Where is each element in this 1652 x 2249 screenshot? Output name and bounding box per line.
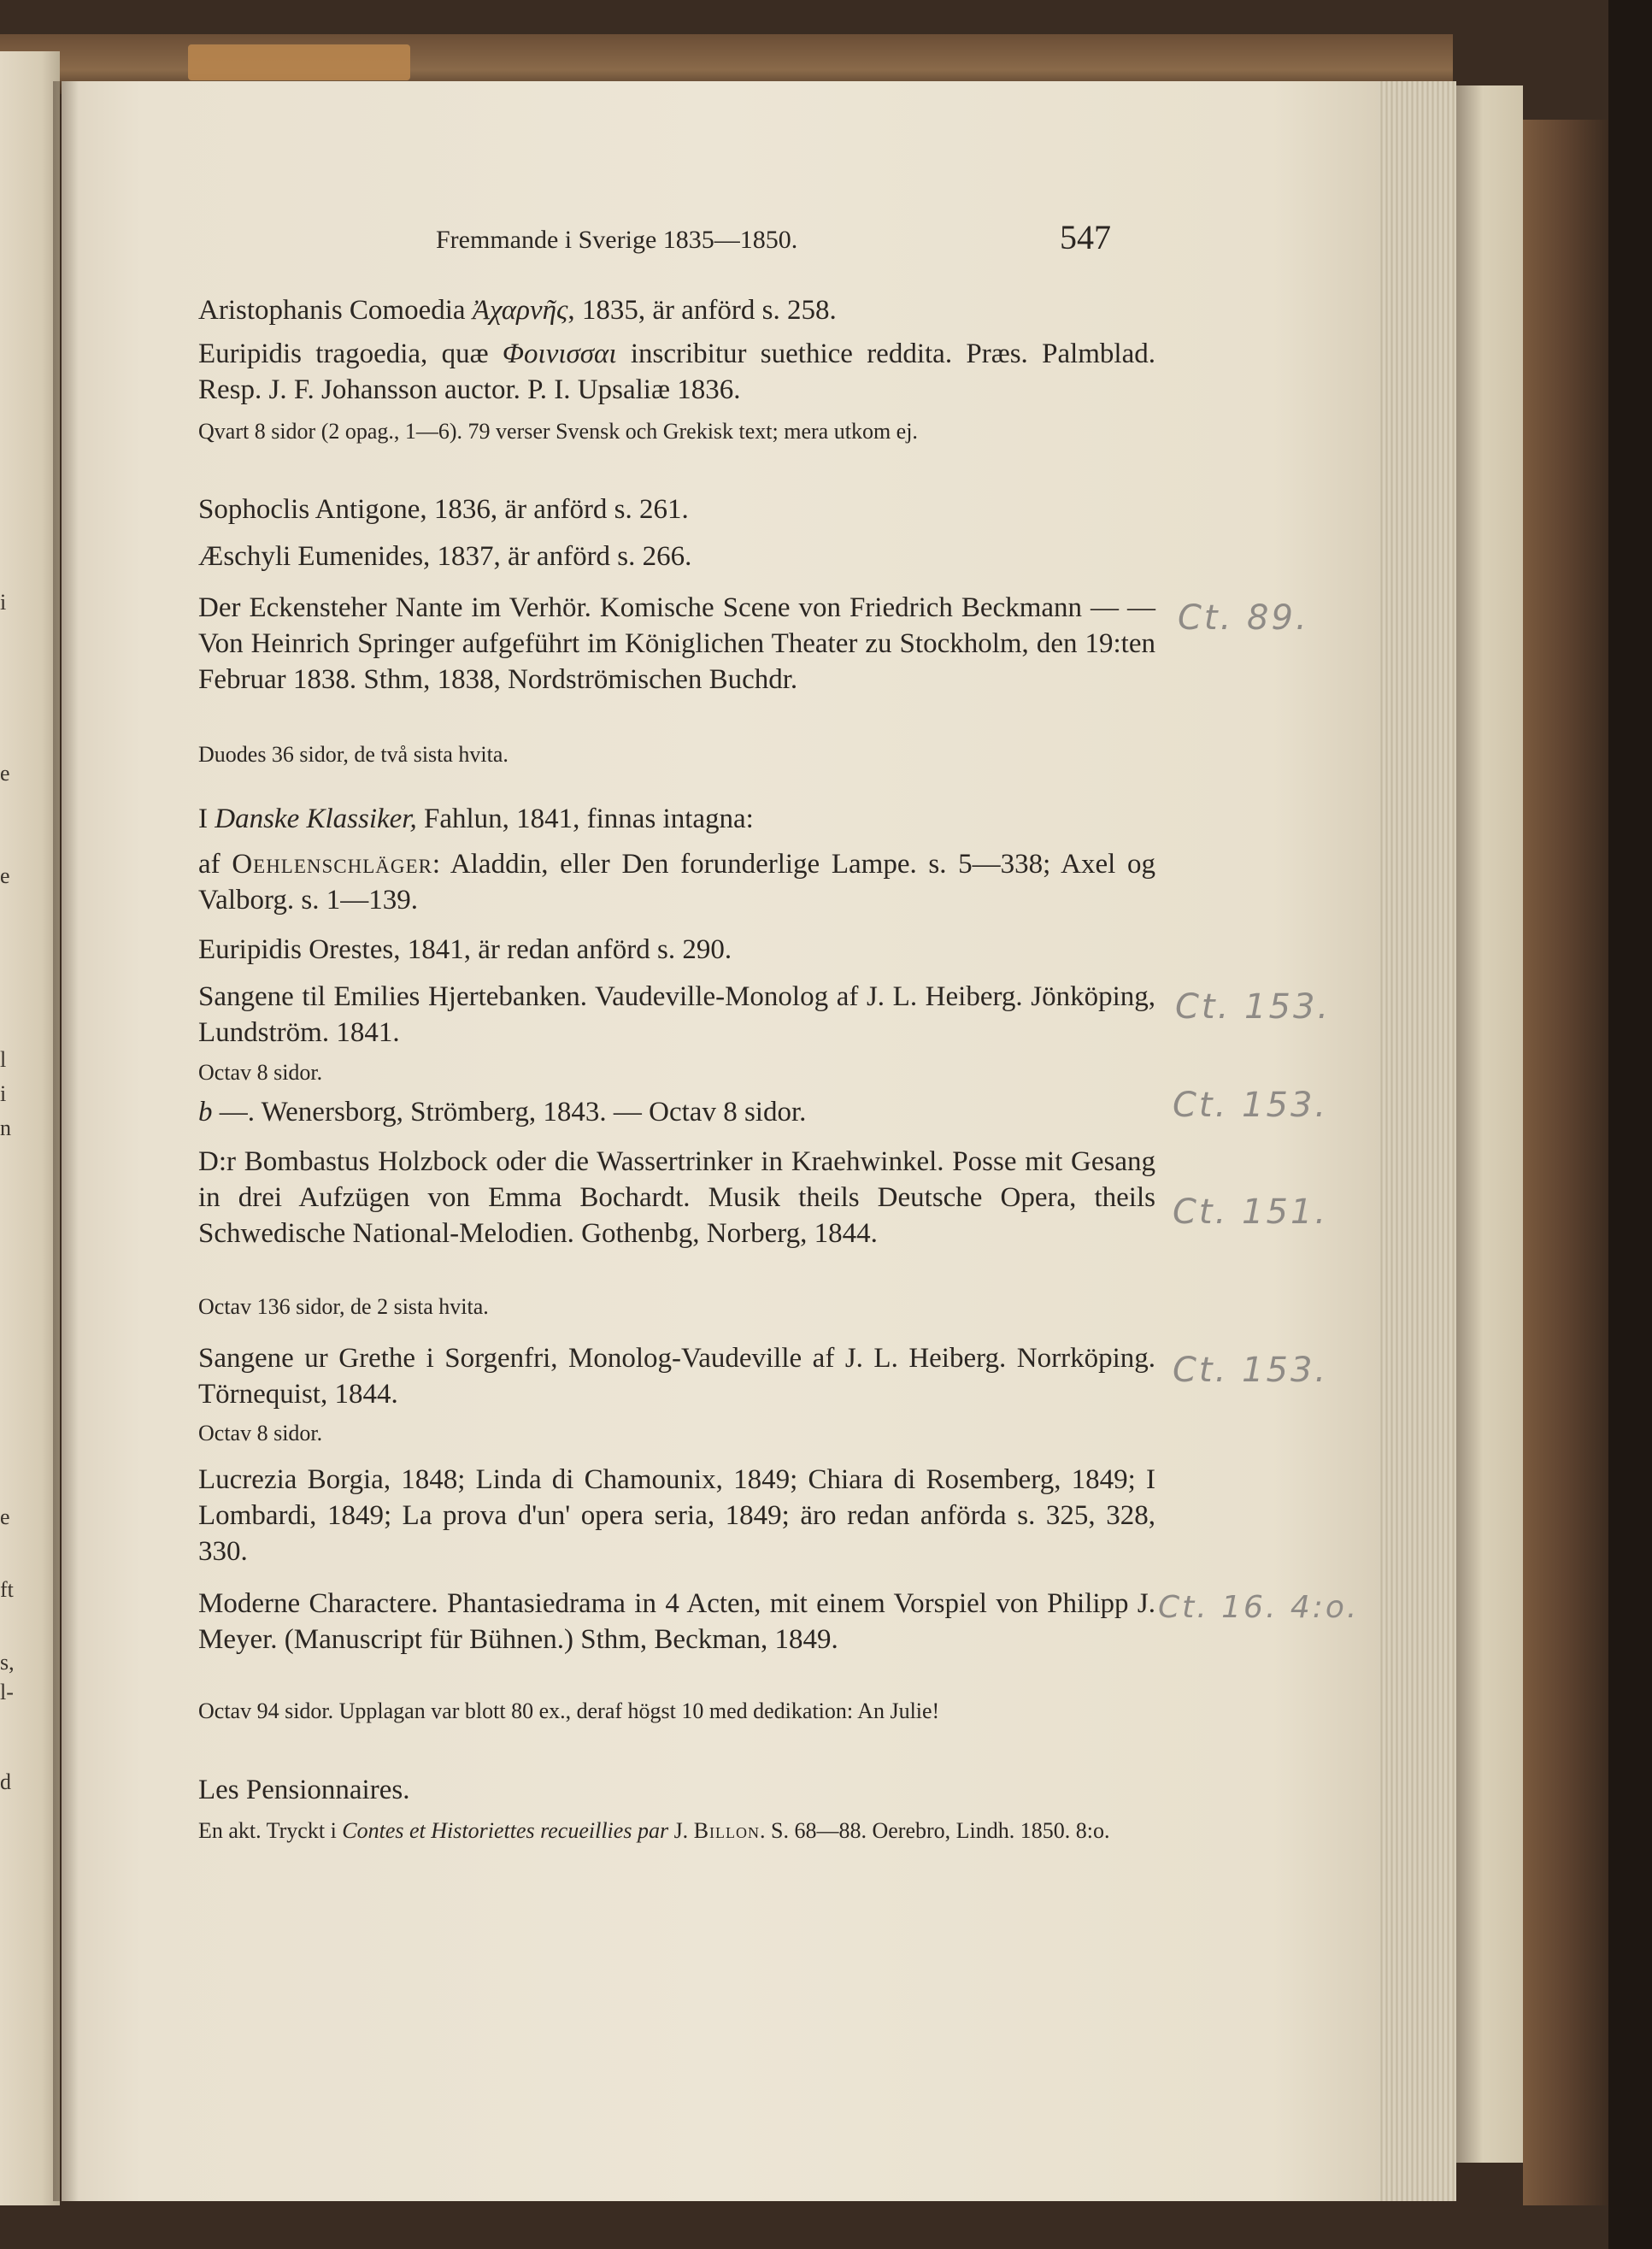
entry-note: Duodes 36 sidor, de två sista hvita. [198,742,509,767]
background-strip [1608,0,1652,2249]
cover-leather [1523,120,1608,2205]
entry-eckensteher: Der Eckensteher Nante im Verhör. Komische Scene von Friedrich Beckmann — — Von Heinrich Springer aufgeführt im Königlichen Theater zu Stockholm, den 19:ten Februar 1838. Sthm, 1838, Nordströmischen Buchdr. [198,592,1155,695]
entry-sophoclis: Sophoclis Antigone, 1836, är anförd s. 261. [198,494,689,525]
facing-fragment: e [0,761,10,786]
handwritten-note: Ct. 153. [1175,987,1332,1027]
entry-note: Octav 136 sidor, de 2 sista hvita. [198,1294,489,1319]
handwritten-note: Ct. 16. 4:o. [1158,1590,1360,1625]
facing-fragment: d [0,1769,11,1794]
entry-note: Octav 94 sidor. Upplagan var blott 80 ex., deraf högst 10 med dedikation: An Julie! [198,1699,940,1723]
entry-bombastus: D:r Bombastus Holzbock oder die Wassertrinker in Kraehwinkel. Posse mit Gesang in drei Aufzügen von Emma Bochardt. Musik theils Deutsche Opera, theils Schwedische National-Melodien. Gothenbg, Norberg, 1844. [198,1146,1155,1249]
entry-euripidis-phoinissai: Euripidis tragoedia, quæ Φοινισσαι inscribitur suethice reddita. Præs. Palmblad. Resp. J. F. Johansson auctor. P. I. Upsaliæ 1836. [198,339,1155,405]
handwritten-note: Ct. 89. [1178,598,1309,638]
entry-aeschyli: Æschyli Eumenides, 1837, är anförd s. 266. [198,541,692,572]
entry-emilies-hjertebanken: Sangene til Emilies Hjertebanken. Vaudeville-Monolog af J. L. Heiberg. Jönköping, Lundström. 1841. [198,981,1155,1048]
entry-note: Octav 8 sidor. [198,1421,323,1445]
entry-aristophanis: Aristophanis Comoedia Ἀχαρνῆς, 1835, är anförd s. 258. [198,295,837,326]
facing-fragment: n [0,1116,11,1140]
page-block-edge [1378,81,1456,2201]
handwritten-note: Ct. 153. [1173,1086,1329,1125]
entry-moderne-charactere: Moderne Charactere. Phantasiedrama in 4 Acten, mit einem Vorspiel von Philipp J. Meyer. (Manuscript für Bühnen.) Sthm, Beckman, 1849. [198,1588,1155,1655]
entry-lucrezia: Lucrezia Borgia, 1848; Linda di Chamounix, 1849; Chiara di Rosemberg, 1849; I Lombardi, 1849; La prova d'un' opera seria, 1849; äro redan anförda s. 325, 328, 330. [198,1464,1155,1567]
entry-euripidis-orestes: Euripidis Orestes, 1841, är redan anförd s. 290. [198,934,732,965]
handwritten-note: Ct. 153. [1173,1351,1329,1390]
running-title: Fremmande i Sverige 1835—1850. [436,226,798,254]
facing-fragment: e [0,1504,10,1529]
facing-fragment: l [0,1047,7,1072]
entry-note: Qvart 8 sidor (2 opag., 1—6). 79 verser Svensk och Grekisk text; mera utkom ej. [198,419,918,444]
gutter-shadow [53,81,79,2201]
entry-grethe: Sangene ur Grethe i Sorgenfri, Monolog-Vaudeville af J. L. Heiberg. Norrköping. Törnequist, 1844. [198,1343,1155,1410]
binding-tape [188,44,410,80]
cover-board [1456,85,1523,2163]
entry-pensionnaires: Les Pensionnaires. [198,1775,410,1805]
entry-danske-klassiker: I Danske Klassiker, Fahlun, 1841, finnas intagna: [198,804,754,834]
facing-fragment: e [0,863,10,888]
entry-note: En akt. Tryckt i Contes et Historiettes recueillies par J. Billon. S. 68—88. Oerebro, Lindh. 1850. 8:o. [198,1818,1110,1843]
entry-wenersborg: b —. Wenersborg, Strömberg, 1843. — Octav 8 sidor. [198,1097,807,1127]
facing-fragment: i [0,1081,7,1106]
facing-fragment: s, [0,1650,15,1675]
facing-fragment: i [0,590,7,615]
page-number: 547 [1060,218,1111,256]
entry-note: Octav 8 sidor. [198,1060,323,1085]
handwritten-note: Ct. 151. [1173,1192,1329,1232]
facing-fragment: ft [0,1577,14,1602]
entry-oehlenschlager: af Oehlenschläger: Aladdin, eller Den forunderlige Lampe. s. 5—338; Axel og Valborg. s. 1—139. [198,849,1155,915]
facing-fragment: l- [0,1680,14,1704]
